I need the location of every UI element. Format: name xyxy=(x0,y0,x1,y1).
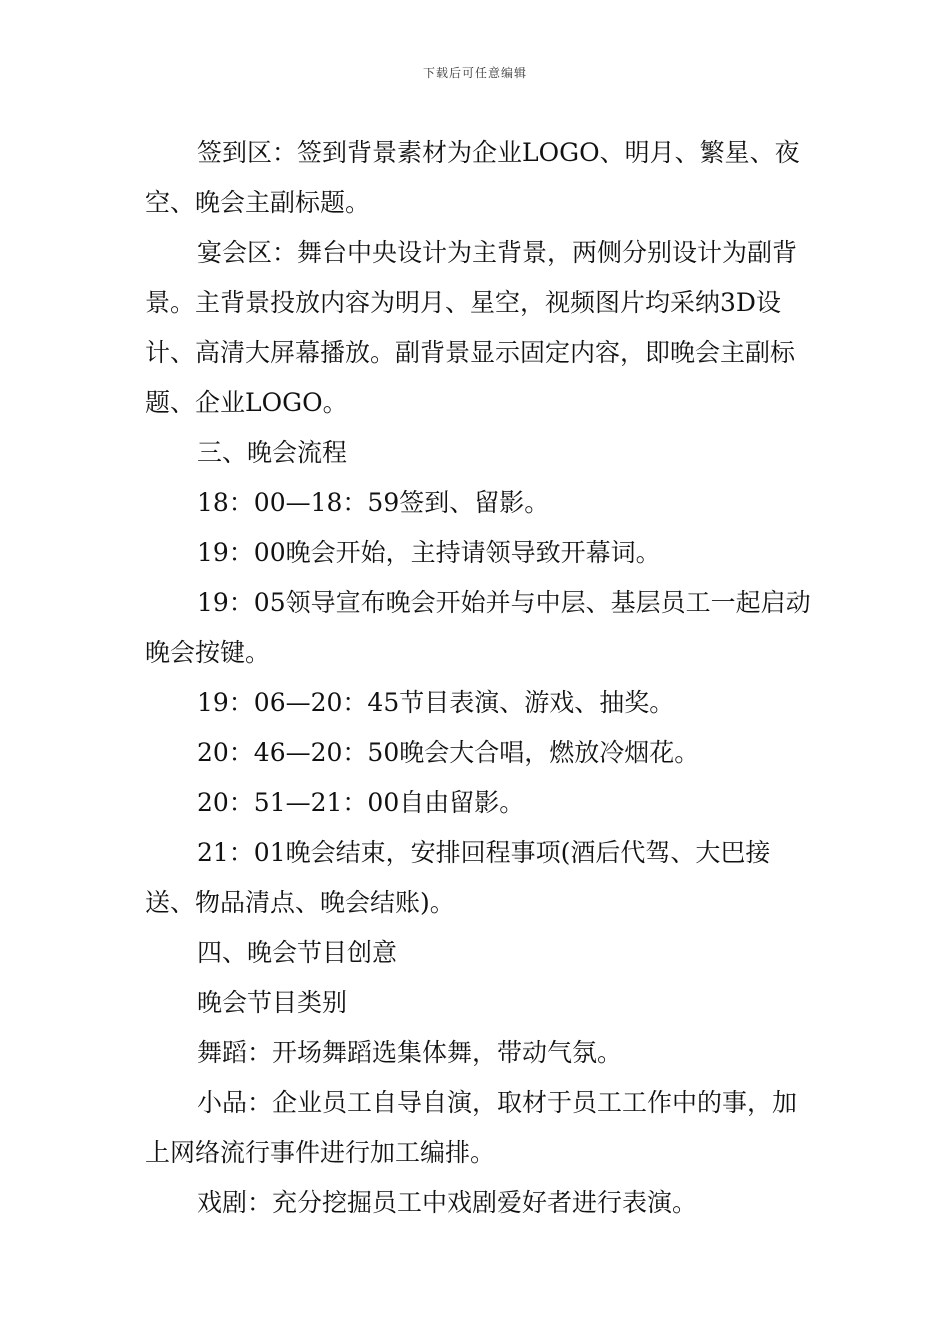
paragraph-drama: 戏剧：充分挖掘员工中戏剧爱好者进行表演。 xyxy=(197,1188,698,1217)
paragraph-sign-in-area: 签到区：签到背景素材为企业LOGO、明月、繁星、夜空、晚会主副标题。 xyxy=(145,138,800,217)
schedule-item: 21：01晚会结束，安排回程事项(酒后代驾、大巴接送、物品清点、晚会结账)。 xyxy=(145,838,771,917)
subheading-program-categories: 晚会节目类别 xyxy=(197,988,348,1017)
paragraph-dance: 舞蹈：开场舞蹈选集体舞，带动气氛。 xyxy=(197,1038,623,1067)
paragraph-banquet-area: 宴会区：舞台中央设计为主背景，两侧分别设计为副背景。主背景投放内容为明月、星空，视频图片均采纳3D设计、高清大屏幕播放。副背景显示固定内容，即晚会主副标题、企业LOGO。 xyxy=(145,238,798,417)
section-heading-program-ideas: 四、晚会节目创意 xyxy=(197,938,398,967)
schedule-item: 19：06—20：45节目表演、游戏、抽奖。 xyxy=(197,688,675,717)
page-header: 下载后可任意编辑 xyxy=(422,66,527,80)
schedule-item: 18：00—18：59签到、留影。 xyxy=(197,488,550,517)
schedule-item: 19：05领导宣布晚会开始并与中层、基层员工一起启动晚会按键。 xyxy=(145,588,811,667)
section-heading-program-flow: 三、晚会流程 xyxy=(197,438,348,467)
paragraph-sketch: 小品：企业员工自导自演，取材于员工工作中的事，加上网络流行事件进行加工编排。 xyxy=(145,1088,798,1167)
document-body xyxy=(145,128,813,1228)
schedule-item: 19：00晚会开始，主持请领导致开幕词。 xyxy=(197,538,661,567)
schedule-item: 20：51—21：00自由留影。 xyxy=(197,788,525,817)
schedule-item: 20：46—20：50晚会大合唱，燃放冷烟花。 xyxy=(197,738,700,767)
